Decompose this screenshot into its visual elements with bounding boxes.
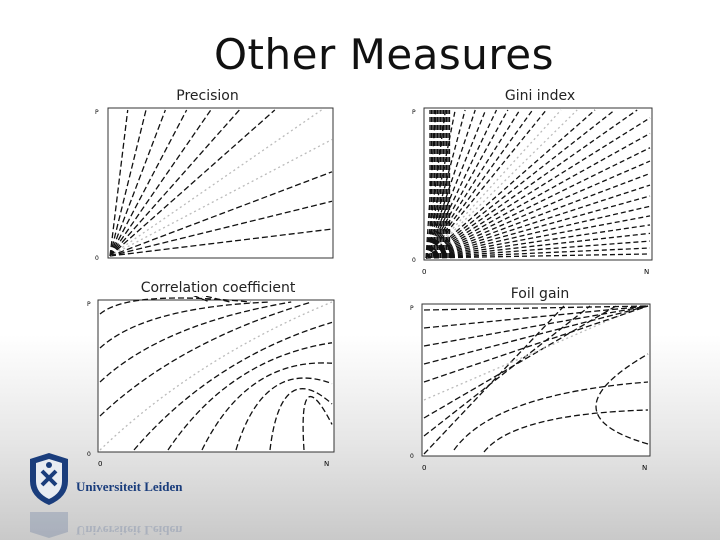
foil-y-bottom: 0 — [410, 453, 414, 460]
correlation-isometrics-plot — [84, 296, 340, 474]
caption-precision: Precision — [176, 88, 239, 104]
gini-x-right: N — [644, 268, 650, 276]
foil-frame — [422, 304, 650, 456]
precision-y-bottom: 0 — [95, 255, 99, 262]
leiden-seal-icon — [24, 451, 74, 511]
university-name: Universiteit Leiden — [76, 479, 183, 494]
foil-x-right: N — [642, 464, 648, 472]
caption-correlation: Correlation coefficient — [140, 280, 296, 296]
gini-isometrics-plot — [408, 100, 658, 278]
foil-x-left: 0 — [422, 464, 427, 472]
caption-foil: Foil gain — [510, 286, 570, 302]
slide-title: Other Measures — [214, 30, 554, 79]
foil-y-top: P — [410, 305, 414, 312]
caption-gini: Gini index — [504, 88, 576, 104]
gini-y-bottom: 0 — [412, 257, 416, 264]
university-name-reflection: Universiteit Leiden — [76, 523, 183, 538]
corr-x-left: 0 — [98, 460, 103, 468]
foil-svg — [406, 298, 656, 474]
gini-y-top: P — [412, 109, 416, 116]
corr-y-top: P — [87, 301, 91, 308]
gini-svg — [408, 100, 658, 278]
logo-reflection — [24, 512, 184, 540]
corr-y-bottom: 0 — [87, 451, 91, 458]
corr-x-right: N — [324, 460, 330, 468]
foil-isometrics-plot — [406, 298, 656, 474]
precision-isometrics-plot — [88, 104, 336, 264]
correlation-svg — [84, 296, 340, 474]
gini-x-left: 0 — [422, 268, 427, 276]
precision-svg — [88, 104, 336, 264]
precision-y-top: P — [95, 109, 99, 116]
